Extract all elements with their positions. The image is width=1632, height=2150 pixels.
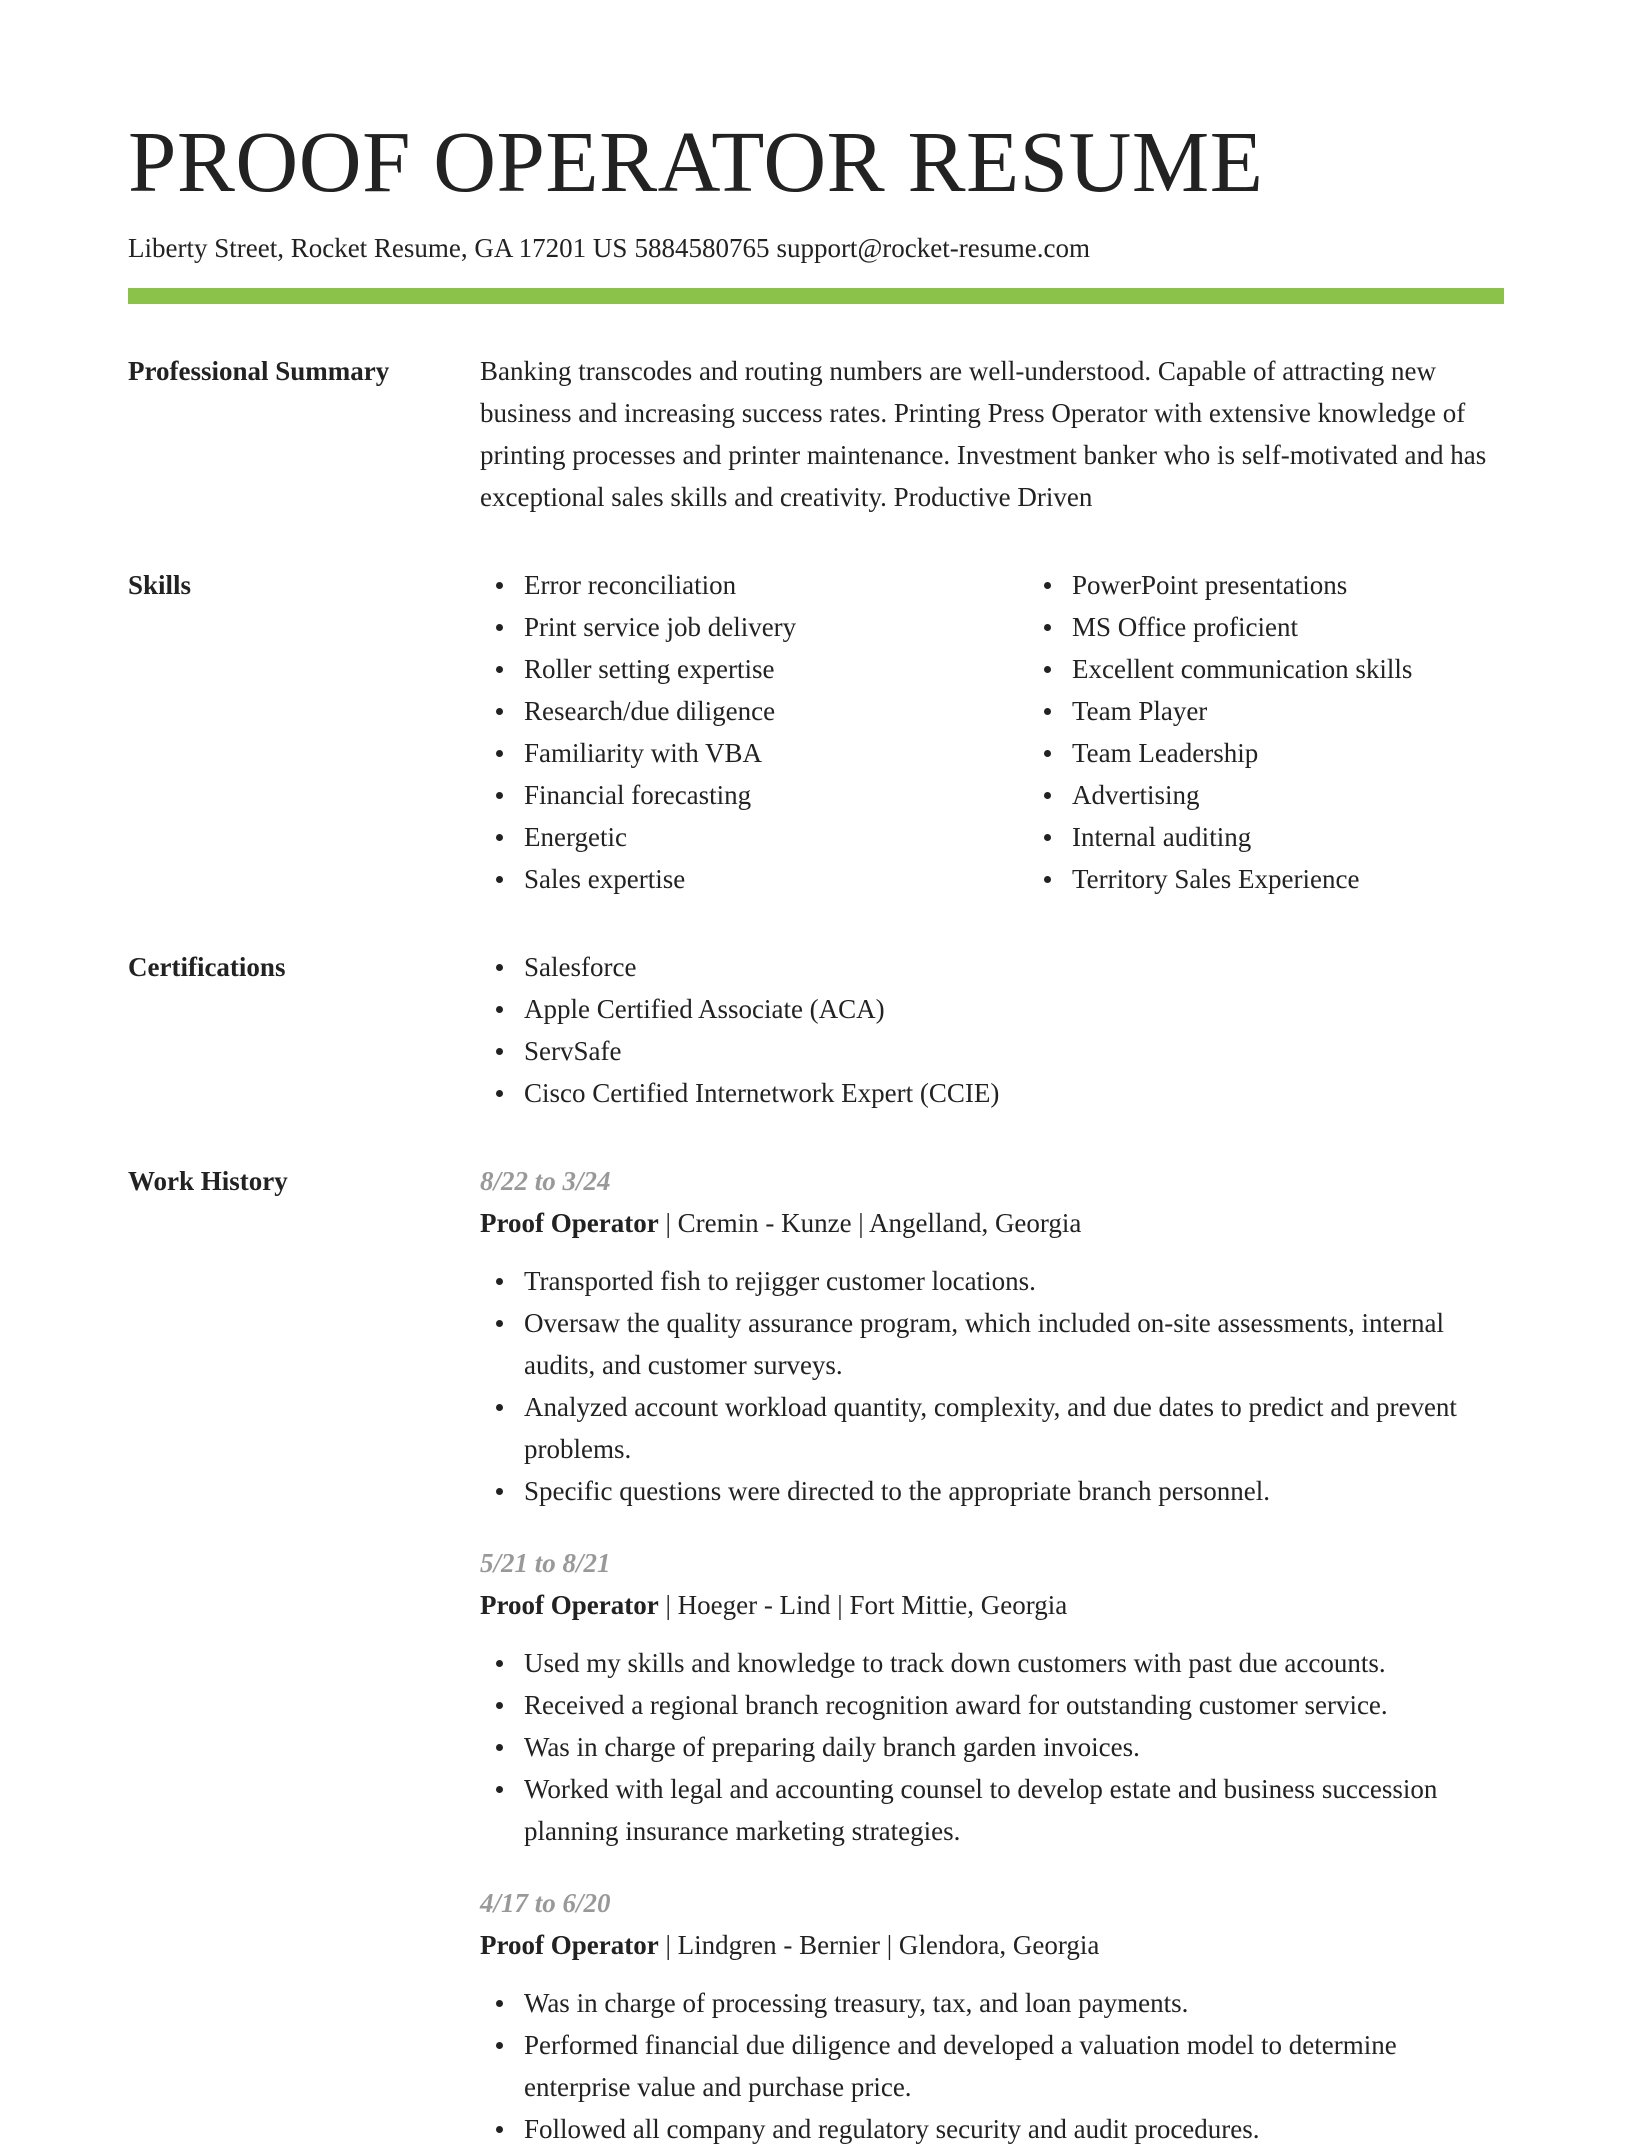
job-details: | Lindgren - Bernier | Glendora, Georgia: [658, 1930, 1100, 1960]
job-heading: [480, 1202, 1504, 1244]
skill-item: Territory Sales Experience: [1072, 858, 1532, 900]
contact-phone: 5884580765: [634, 233, 770, 263]
job-entry: [480, 1542, 1504, 1852]
job-dates: 5/21 to 8/21: [480, 1548, 611, 1578]
section-certifications: [128, 946, 1504, 1114]
certifications-list: [480, 946, 1504, 1114]
job-bullet: Was in charge of preparing daily branch garden invoices.: [524, 1726, 1504, 1768]
skill-item: MS Office proficient: [1072, 606, 1532, 648]
certification-item: Salesforce: [524, 946, 1504, 988]
job-role: Proof Operator: [480, 1930, 659, 1960]
job-bullet: Analyzed account workload quantity, complexity, and due dates to predict and prevent problems.: [524, 1386, 1504, 1470]
certification-item: Cisco Certified Internetwork Expert (CCIE): [524, 1072, 1504, 1114]
section-label-summary: Professional Summary: [128, 356, 390, 386]
job-bullet: Used my skills and knowledge to track down customers with past due accounts.: [524, 1642, 1504, 1684]
skill-item: Excellent communication skills: [1072, 648, 1532, 690]
job-bullet: Specific questions were directed to the appropriate branch personnel.: [524, 1470, 1504, 1512]
resume-title: PROOF OPERATOR RESUME: [128, 113, 1264, 210]
skill-item: Sales expertise: [524, 858, 984, 900]
skill-item: Print service job delivery: [524, 606, 984, 648]
skill-item: Internal auditing: [1072, 816, 1532, 858]
job-bullet: Performed financial due diligence and developed a valuation model to determine enterprise value and purchase price.: [524, 2024, 1504, 2108]
skill-item: Advertising: [1072, 774, 1532, 816]
skill-item: Familiarity with VBA: [524, 732, 984, 774]
skills-grid: [480, 564, 1532, 900]
contact-line: [128, 235, 1504, 262]
section-label-work-history: Work History: [128, 1166, 288, 1196]
certification-item: ServSafe: [524, 1030, 1504, 1072]
job-bullet: Followed all company and regulatory security and audit procedures.: [524, 2108, 1504, 2150]
section-summary: [128, 350, 1504, 518]
contact-address: Liberty Street, Rocket Resume, GA 17201 US: [128, 233, 628, 263]
job-role: Proof Operator: [480, 1208, 659, 1238]
job-dates: 8/22 to 3/24: [480, 1166, 611, 1196]
job-entry: [480, 1882, 1504, 2150]
skill-item: Financial forecasting: [524, 774, 984, 816]
certifications-body: [480, 946, 1504, 1114]
job-heading: [480, 1584, 1504, 1626]
section-skills: [128, 564, 1504, 900]
resume-page: [128, 0, 1504, 2150]
skill-item: Team Leadership: [1072, 732, 1532, 774]
job-bullet: Transported fish to rejigger customer locations.: [524, 1260, 1504, 1302]
skills-body: [480, 564, 1532, 900]
skills-column-1: [480, 564, 984, 900]
certification-item: Apple Certified Associate (ACA): [524, 988, 1504, 1030]
contact-email: support@rocket-resume.com: [776, 233, 1090, 263]
job-bullets: [480, 1642, 1504, 1852]
section-label-skills: Skills: [128, 570, 192, 600]
job-role: Proof Operator: [480, 1590, 659, 1620]
job-details: | Hoeger - Lind | Fort Mittie, Georgia: [658, 1590, 1068, 1620]
work-history-body: [480, 1160, 1504, 2150]
job-bullets: [480, 1982, 1504, 2150]
job-bullet: Was in charge of processing treasury, tax, and loan payments.: [524, 1982, 1504, 2024]
section-work-history: [128, 1160, 1504, 2150]
skills-column-2: [1028, 564, 1532, 900]
job-heading: [480, 1924, 1504, 1966]
job-bullet: Oversaw the quality assurance program, which included on-site assessments, internal audits, and customer surveys.: [524, 1302, 1504, 1386]
skill-item: Energetic: [524, 816, 984, 858]
job-details: | Cremin - Kunze | Angelland, Georgia: [658, 1208, 1082, 1238]
job-entry: [480, 1160, 1504, 1512]
section-label-certifications: Certifications: [128, 952, 286, 982]
summary-body: [480, 350, 1504, 518]
job-bullet: Worked with legal and accounting counsel to develop estate and business succession planning insurance marketing strategies.: [524, 1768, 1504, 1852]
skill-item: Research/due diligence: [524, 690, 984, 732]
skill-item: Error reconciliation: [524, 564, 984, 606]
skill-item: PowerPoint presentations: [1072, 564, 1532, 606]
skill-item: Roller setting expertise: [524, 648, 984, 690]
skill-item: Team Player: [1072, 690, 1532, 732]
job-bullet: Received a regional branch recognition award for outstanding customer service.: [524, 1684, 1504, 1726]
summary-text: Banking transcodes and routing numbers are well-understood. Capable of attracting new business and increasing success rates. Printing Press Operator with extensive knowledge of printing processes and printer maintenance. Investment banker who is self-motivated and has exceptional sales skills and creativity. Productive Driven: [480, 356, 1487, 512]
header-divider: [128, 288, 1504, 304]
job-bullets: [480, 1260, 1504, 1512]
job-dates: 4/17 to 6/20: [480, 1888, 611, 1918]
